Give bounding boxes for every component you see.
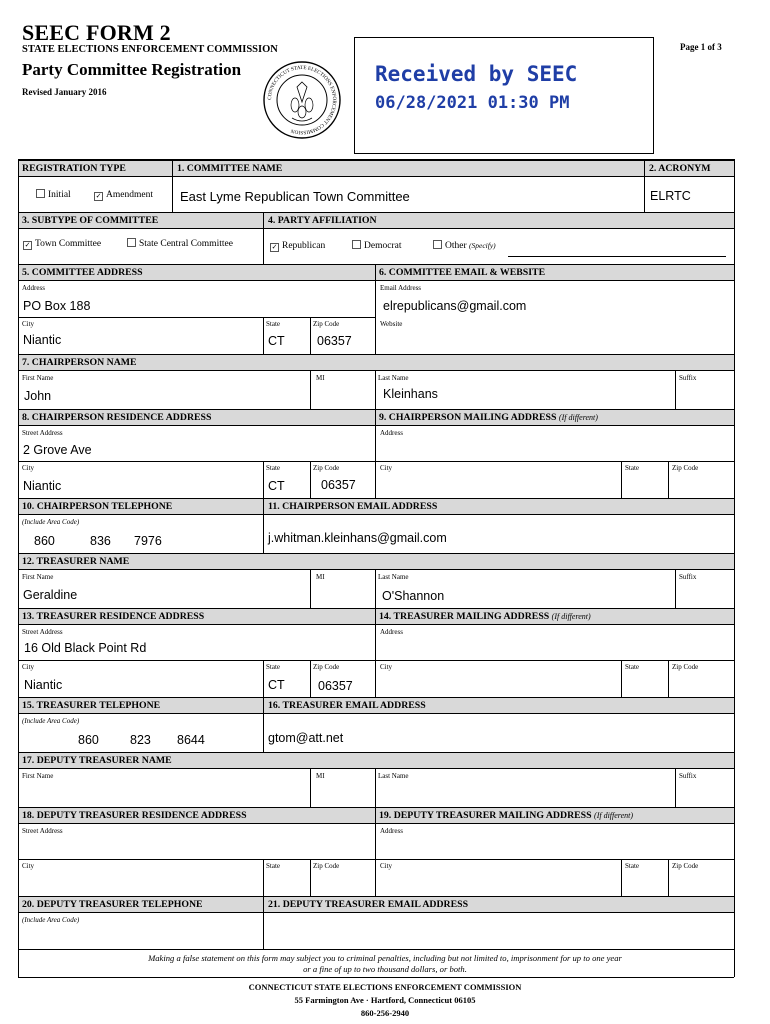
state-sublabel: State [266, 320, 280, 328]
city-sublabel: City [380, 464, 393, 472]
committee-city-value[interactable]: Niantic [23, 333, 62, 347]
state-sublabel: State [266, 862, 280, 870]
mi-sublabel: MI [316, 374, 325, 382]
committee-state-value[interactable]: CT [268, 334, 285, 348]
address-sublabel: Address [22, 284, 45, 292]
false-statement-disclaimer [60, 953, 710, 975]
state-central-label: State Central Committee [139, 239, 233, 249]
checkbox-box[interactable]: ✓ [24, 241, 31, 249]
initial-label: Initial [48, 190, 71, 200]
other-label: Other [445, 241, 467, 251]
address-sublabel: Address [380, 628, 403, 636]
address-sublabel: Address [380, 827, 403, 835]
state-sublabel: State [625, 862, 639, 870]
committee-address-value[interactable]: PO Box 188 [23, 299, 91, 313]
deputy-email-label: 21. DEPUTY TREASURER EMAIL ADDRESS [268, 899, 469, 910]
specify-label: (Specify) [469, 241, 496, 250]
committee-address-label: 5. COMMITTEE ADDRESS [22, 267, 143, 278]
suffix-sublabel: Suffix [679, 573, 697, 581]
disclaimer-line-1: Making a false statement on this form may subject you to criminal penalties, including but not limited to, imprisonment for up to one year [148, 953, 622, 963]
first-name-sublabel: First Name [22, 772, 54, 780]
treasurer-name-label: 12. TREASURER NAME [22, 556, 130, 567]
chair-mailing-label: 9. CHAIRPERSON MAILING ADDRESS (If different) [379, 412, 598, 423]
email-address-sublabel: Email Address [380, 284, 422, 292]
received-stamp [354, 37, 654, 154]
first-name-sublabel: First Name [22, 374, 54, 382]
area-code-note: (Include Area Code) [22, 717, 80, 725]
chair-phone-label: 10. CHAIRPERSON TELEPHONE [22, 501, 173, 512]
checkbox-box[interactable] [352, 240, 361, 249]
treasurer-zip-value[interactable]: 06357 [318, 679, 353, 693]
treasurer-phone-line[interactable]: 8644 [177, 733, 205, 747]
chair-phone-prefix[interactable]: 836 [90, 534, 111, 548]
treasurer-phone-prefix[interactable]: 823 [130, 733, 151, 747]
chair-city-value[interactable]: Niantic [23, 479, 62, 493]
state-sublabel: State [266, 464, 280, 472]
footer-agency: CONNECTICUT STATE ELECTIONS ENFORCEMENT COMMISSION [248, 982, 522, 992]
last-name-sublabel: Last Name [378, 772, 409, 780]
first-name-sublabel: First Name [22, 573, 54, 581]
area-code-note: (Include Area Code) [22, 916, 80, 924]
footer-phone: 860-256-2940 [360, 1008, 410, 1018]
zip-sublabel: Zip Code [313, 464, 340, 472]
street-address-sublabel: Street Address [22, 429, 63, 437]
revision-date: Revised January 2016 [22, 87, 107, 97]
seal-text: CONNECTICUT STATE ELECTIONS ENFORCEMENT COMMISSION [266, 64, 338, 136]
street-address-sublabel: Street Address [22, 628, 63, 636]
committee-name-value[interactable]: East Lyme Republican Town Committee [180, 189, 410, 204]
treasurer-phone-label: 15. TREASURER TELEPHONE [22, 700, 161, 711]
town-committee-label: Town Committee [35, 239, 102, 249]
treasurer-email-value[interactable]: gtom@att.net [268, 731, 344, 745]
republican-label: Republican [282, 241, 326, 251]
mi-sublabel: MI [316, 772, 325, 780]
deputy-mailing-label: 19. DEPUTY TREASURER MAILING ADDRESS (If different) [379, 810, 634, 821]
deputy-name-label: 17. DEPUTY TREASURER NAME [22, 755, 172, 766]
town-committee-checkbox[interactable] [23, 238, 101, 250]
chair-phone-line[interactable]: 7976 [134, 534, 162, 548]
city-sublabel: City [22, 464, 35, 472]
treasurer-state-value[interactable]: CT [268, 678, 285, 692]
street-address-sublabel: Street Address [22, 827, 63, 835]
zip-sublabel: Zip Code [313, 320, 340, 328]
treasurer-last-name-value[interactable]: O'Shannon [382, 589, 445, 603]
acronym-label: 2. ACRONYM [649, 163, 711, 174]
city-sublabel: City [22, 320, 35, 328]
zip-sublabel: Zip Code [672, 663, 699, 671]
subtype-label: 3. SUBTYPE OF COMMITTEE [22, 215, 159, 226]
chair-state-value[interactable]: CT [268, 479, 285, 493]
acronym-value[interactable]: ELRTC [650, 189, 691, 203]
zip-sublabel: Zip Code [313, 862, 340, 870]
deputy-phone-label: 20. DEPUTY TREASURER TELEPHONE [22, 899, 203, 910]
committee-email-website-label: 6. COMMITTEE EMAIL & WEBSITE [379, 267, 546, 278]
chair-name-label: 7. CHAIRPERSON NAME [22, 357, 137, 368]
treasurer-first-name-value[interactable]: Geraldine [23, 588, 78, 602]
website-sublabel: Website [380, 320, 403, 328]
state-central-checkbox[interactable] [127, 238, 233, 250]
form-subtitle: Party Committee Registration [22, 60, 242, 79]
checkbox-box[interactable] [127, 238, 136, 247]
chair-phone-area[interactable]: 860 [34, 534, 55, 548]
deputy-residence-label: 18. DEPUTY TREASURER RESIDENCE ADDRESS [22, 810, 247, 821]
treasurer-phone-area[interactable]: 860 [78, 733, 99, 747]
disclaimer-line-2: or a fine of up to two thousand dollars, or both. [303, 964, 467, 974]
city-sublabel: City [22, 862, 35, 870]
committee-zip-value[interactable]: 06357 [317, 334, 352, 348]
suffix-sublabel: Suffix [679, 772, 697, 780]
area-code-note: (Include Area Code) [22, 518, 80, 526]
checkbox-box[interactable]: ✓ [95, 192, 102, 200]
party-affiliation-label: 4. PARTY AFFILIATION [268, 215, 377, 226]
chair-street-value[interactable]: 2 Grove Ave [23, 443, 92, 457]
city-sublabel: City [22, 663, 35, 671]
other-checkbox[interactable] [433, 240, 496, 252]
chair-residence-label: 8. CHAIRPERSON RESIDENCE ADDRESS [22, 412, 212, 423]
state-sublabel: State [625, 464, 639, 472]
zip-sublabel: Zip Code [672, 464, 699, 472]
treasurer-street-value[interactable]: 16 Old Black Point Rd [24, 641, 147, 655]
democrat-checkbox[interactable] [352, 240, 401, 252]
chair-email-label: 11. CHAIRPERSON EMAIL ADDRESS [268, 501, 438, 512]
registration-type-label: REGISTRATION TYPE [22, 163, 126, 174]
other-specify-line[interactable] [508, 256, 726, 257]
state-sublabel: State [625, 663, 639, 671]
committee-email-value[interactable]: elrepublicans@gmail.com [383, 299, 527, 313]
zip-sublabel: Zip Code [672, 862, 699, 870]
republican-checkbox[interactable] [270, 240, 325, 252]
zip-sublabel: Zip Code [313, 663, 340, 671]
treasurer-mailing-label: 14. TREASURER MAILING ADDRESS (If different) [379, 611, 591, 622]
initial-checkbox[interactable] [36, 189, 71, 201]
amendment-checkbox[interactable] [94, 189, 153, 201]
footer-address: 55 Farmington Ave · Hartford, Connecticut 06105 [294, 995, 476, 1005]
chair-first-name-value[interactable]: John [24, 389, 52, 403]
treasurer-email-label: 16. TREASURER EMAIL ADDRESS [268, 700, 426, 711]
agency-name: STATE ELECTIONS ENFORCEMENT COMMISSION [22, 44, 278, 55]
city-sublabel: City [380, 862, 393, 870]
form-title: SEEC FORM 2 [22, 20, 171, 45]
amendment-label: Amendment [106, 190, 153, 200]
suffix-sublabel: Suffix [679, 374, 697, 382]
committee-name-label: 1. COMMITTEE NAME [177, 163, 283, 174]
page-number: Page 1 of 3 [680, 42, 722, 52]
last-name-sublabel: Last Name [378, 573, 409, 581]
treasurer-city-value[interactable]: Niantic [24, 678, 63, 692]
state-seal-icon [262, 60, 342, 140]
last-name-sublabel: Last Name [378, 374, 409, 382]
state-sublabel: State [266, 663, 280, 671]
city-sublabel: City [380, 663, 393, 671]
stamp-received-text: Received by SEEC [375, 62, 578, 86]
address-sublabel: Address [380, 429, 403, 437]
chair-email-value[interactable]: j.whitman.kleinhans@gmail.com [268, 531, 447, 545]
checkbox-box[interactable]: ✓ [271, 243, 278, 251]
chair-last-name-value[interactable]: Kleinhans [383, 387, 438, 401]
checkbox-box[interactable] [433, 240, 442, 249]
mi-sublabel: MI [316, 573, 325, 581]
chair-zip-value[interactable]: 06357 [321, 478, 356, 492]
democrat-label: Democrat [364, 241, 402, 251]
treasurer-residence-label: 13. TREASURER RESIDENCE ADDRESS [22, 611, 205, 622]
checkbox-box[interactable] [36, 189, 45, 198]
stamp-datetime: 06/28/2021 01:30 PM [375, 93, 570, 113]
